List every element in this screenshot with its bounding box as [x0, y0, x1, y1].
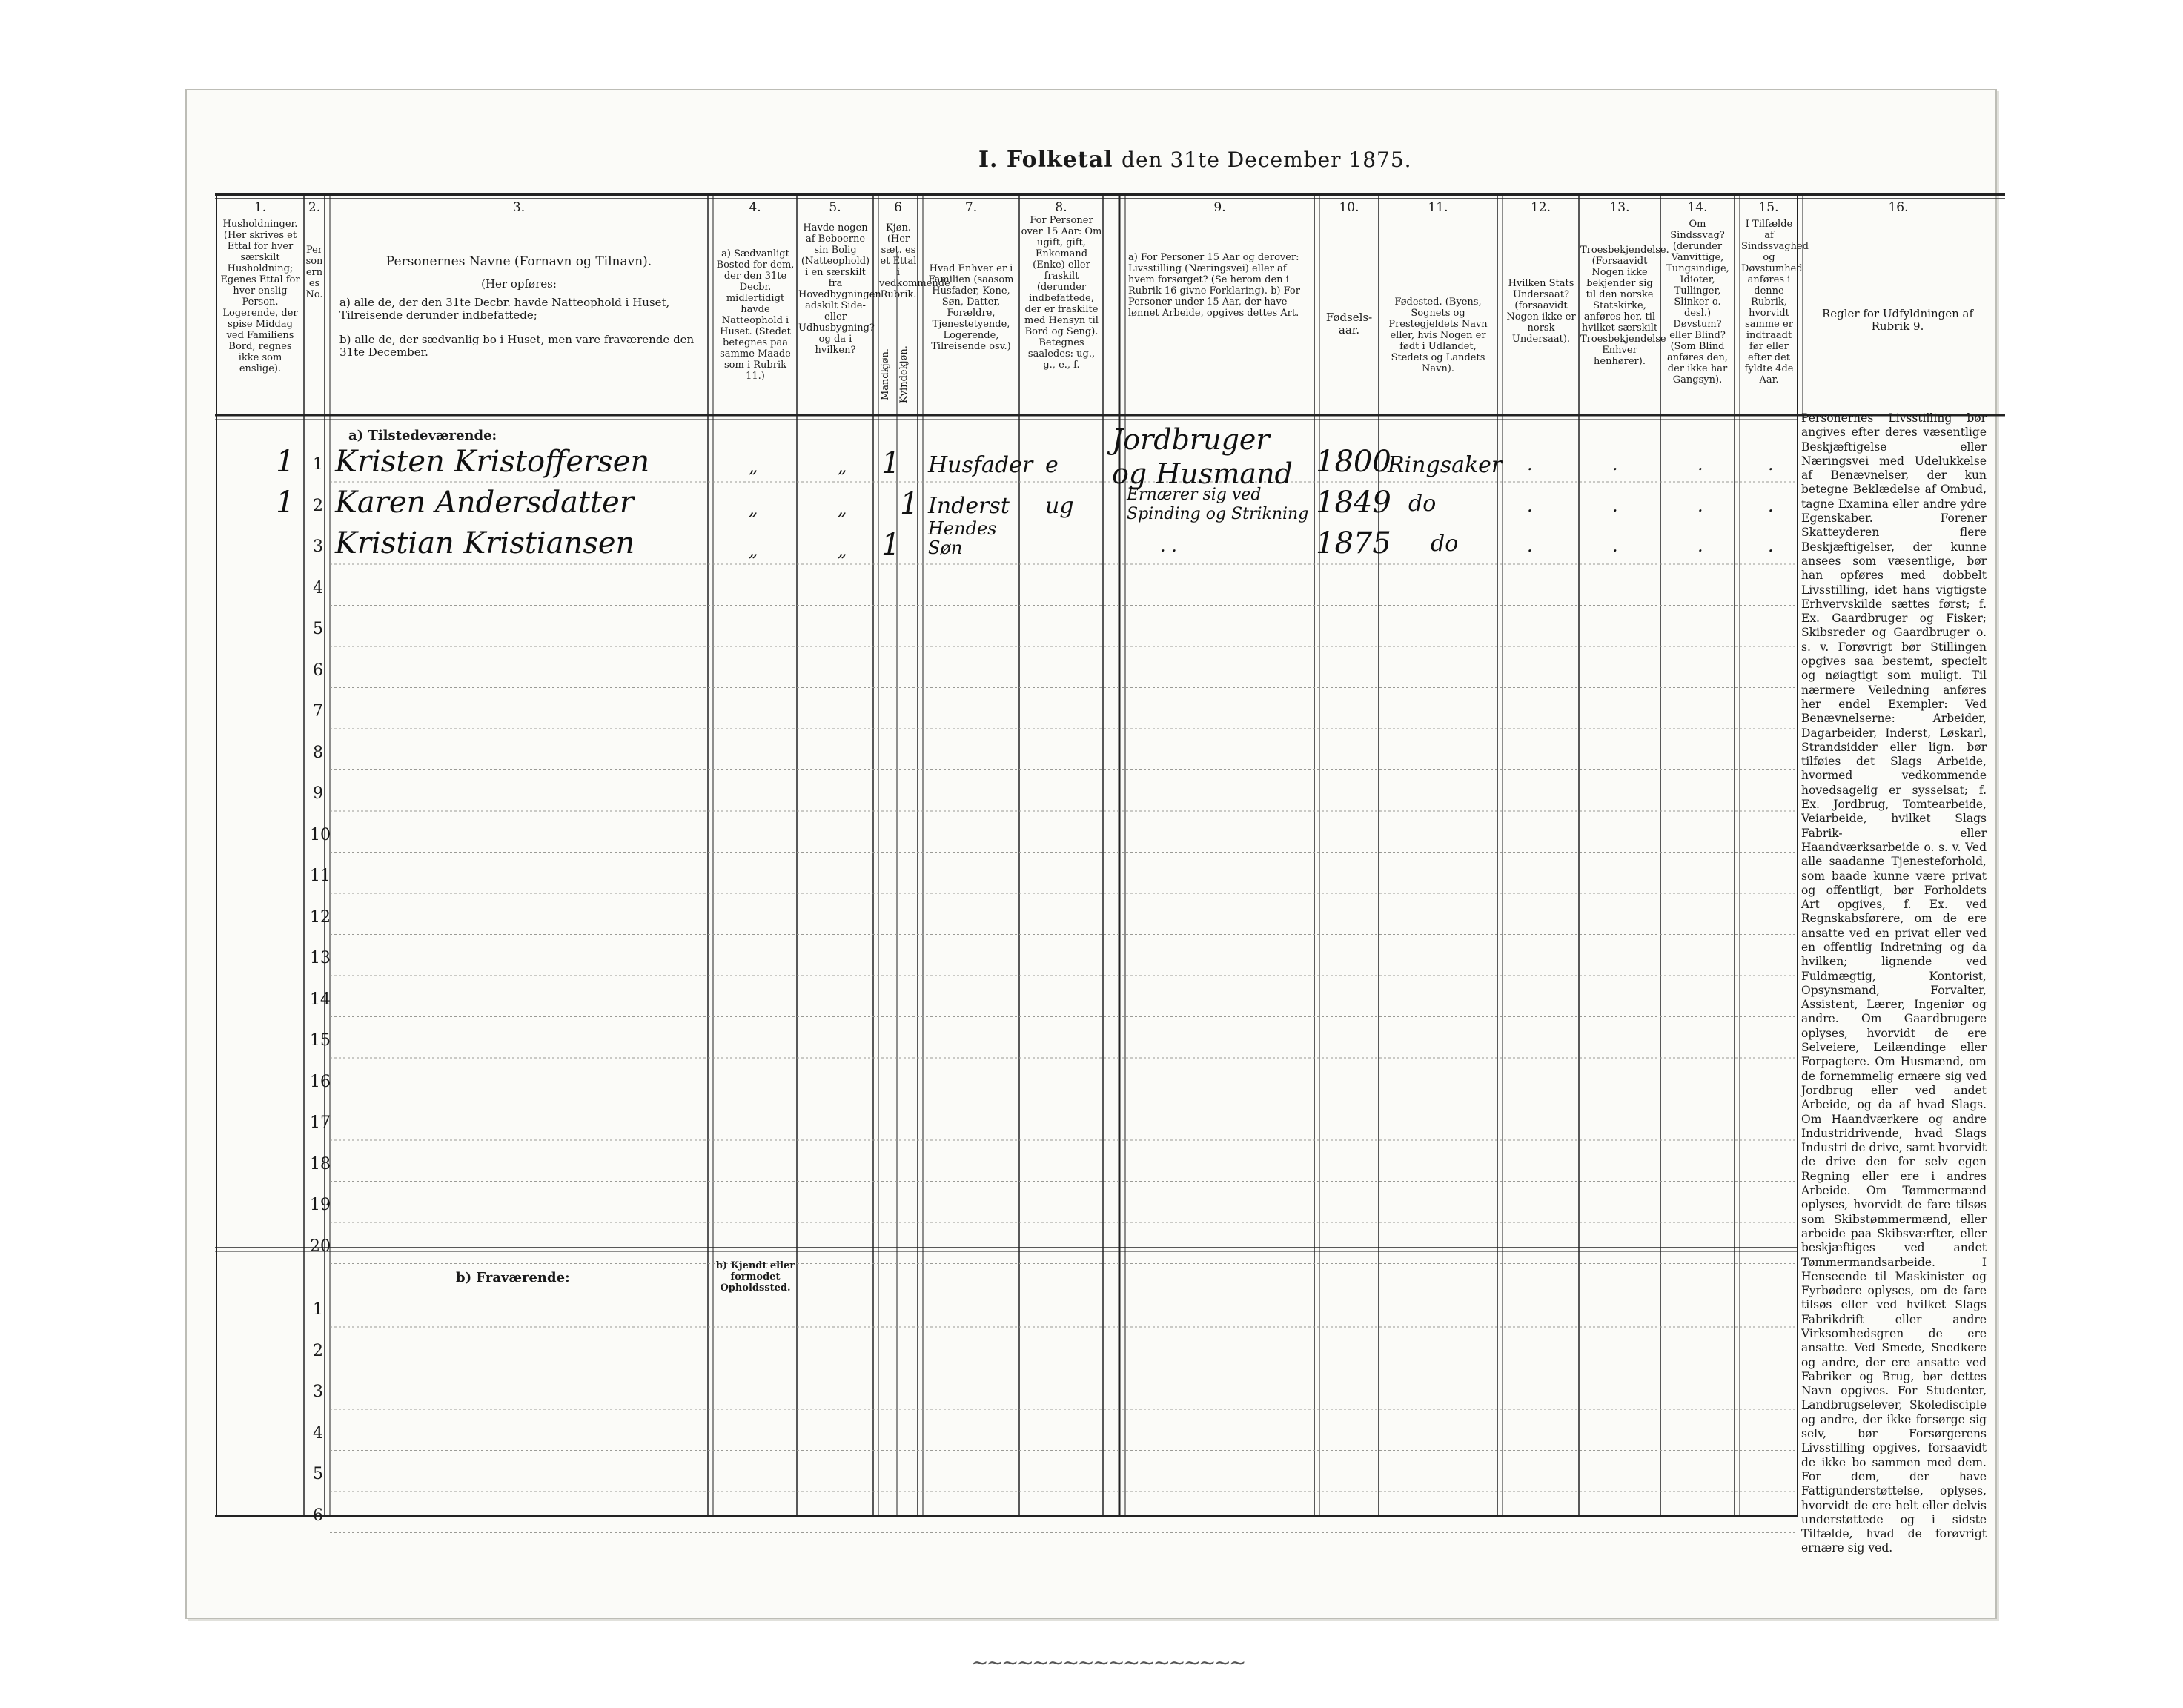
family-role: Husfader [928, 452, 1033, 478]
header-birthplace: Fødested. (Byens, Sognets og Prestegjeldets Navn eller, hvis Nogen er født i Udlandet, Stedets og Landets Navn). [1388, 297, 1488, 374]
citizenship: . [1527, 454, 1533, 474]
person-name: Kristian Kristiansen [335, 526, 635, 560]
outbuilding: „ [838, 498, 847, 519]
header-sex: Kjøn. (Her sæt. es et Ettal i vedkommende Rubrik. [879, 222, 950, 300]
row-number: 5 [313, 1465, 323, 1483]
disability-onset: . [1768, 454, 1774, 474]
row-number: 3 [313, 1383, 323, 1401]
row-number: 1 [313, 455, 323, 474]
row-number: 8 [313, 743, 323, 762]
colnum-3: 3. [512, 200, 526, 215]
row-number: 10 [310, 825, 331, 844]
outbuilding: „ [838, 456, 847, 477]
colnum-12: 12. [1530, 200, 1551, 215]
row-number: 11 [310, 867, 331, 885]
rules-text: Personernes Livsstilling bør angives efter deres væsentlige Beskjæftigelse eller Næringsvei med Udelukkelse af Benævnelser, der kun betegne Beklædelse af Ombud, tagne Examina eller andre ydre Egenskaber. Forener Skatteyderen flere Beskjæftigelser, der kunne ansees som væsentlige, bør han opføres med dobbelt Livsstilling, idet hans vigtigste Erhvervskilde sættes først; f. Ex. Gaardbruger og Fisker; Skibsreder og Gaardbruger o. s. v. Forøvrigt bør Stillingen opgives saa bestemt, specielt og nøiagtigt som muligt. Til nærmere Veiledning anføres her endel Exempler: Ved Benævnelserne: Arbeider, Dagarbeider, Inderst, Løskarl, Strandsidder eller lign. bør tilføies det Slags Arbeide, hvormed vedkommende hovedsagelig er sysselsat; f. Ex. Jordbrug, Tomtearbeide, Veiarbeide, hvilket Slags Fabrik- eller Haandværksarbeide o. s. v. Ved alle saadanne Tjenesteforhold, som baade kunne være privat og offentligt, bør Forholdets Art opgives, f. Ex. ved Regnskabsførere, om de ere ansatte ved en privat eller ved en offentlig Indretning og da hvilken; lignende ved Fuldmægtig, Kontorist, Opsynsmand, Forvalter, Assistent, Lærer, Ingeniør og andre. Om Gaardbrugere oplyses, hvorvidt de ere Selveiere, Leilændinge eller Forpagtere. Om Husmænd, om de fornemmelig ernære sig ved Jordbrug eller ved andet Arbeide, og da af hvad Slags. Om Haandværkere og andre Industridrivende, hvad Slags Industri de drive, samt hvorvidt de drive den for selv egen Regning eller ere i andres Arbeide. Om Tømmermænd oplyses, hvorvidt de fare tilsøs som Skibstømmermænd, eller arbeide paa Skibsværfter, eller beskjæftiges ved andet Tømmermandsarbeide. I Henseende til Maskinister og Fyrbødere oplyses, om de fare tilsøs eller ved hvilket Slags Fabrikdrift eller andre Virksomhedsgren de ere ansatte. Ved Smede, Snedkere og andre, der ere ansatte ved Fabriker og Brug, bør dettes Navn opgives. For Studenter, Landbrugselever, Skoledisciple og andre, der ikke forsørge sig selv, bør Forsørgerens Livsstilling opgives, forsaavidt de ikke bo sammen med dem. For dem, der have Fattigunderstøttelse, oplyses, hvorvidt de ere helt eller delvis understøttede og i sidste Tilfælde, hvad de forøvrigt ernære sig ved. [1801, 411, 1987, 1555]
row-number: 9 [313, 784, 323, 803]
colnum-16: 16. [1888, 200, 1909, 215]
occupation: Ernærer sig ved Spinding og Strikning [1127, 486, 1309, 523]
colnum-9: 9. [1213, 200, 1226, 215]
header-names-a: a) alle de, der den 31te Decbr. havde Natteophold i Huset, Tilreisende derunder indbefattede; [339, 296, 670, 322]
row-number: 2 [313, 496, 323, 515]
row-number: 14 [310, 990, 331, 1009]
colnum-1: 1. [254, 200, 267, 215]
header-households: Husholdninger. (Her skrives et Ettal for hver særskilt Husholdning; Egenes Ettal for hver enslig Person. Logerende, der spise Middag ved Familiens Bord, regnes ikke som enslige). [220, 219, 300, 374]
family-role: Inderst [928, 493, 1010, 519]
row-number: 6 [313, 661, 323, 680]
citizenship: . [1527, 535, 1533, 556]
birthplace: Ringsaker [1388, 452, 1503, 478]
row-number: 4 [313, 578, 323, 598]
header-occupation: a) For Personer 15 Aar og derover: Livsstilling (Næringsvei) eller af hvem forsørget? (Se herom den i Rubrik 16 givne Forklaring). b) For Personer under 15 Aar, der have lønnet Arbeide, opgives dettes Art. [1128, 252, 1300, 319]
disability: . [1697, 495, 1703, 516]
household-mark: 1 [276, 445, 295, 479]
citizenship: . [1527, 495, 1533, 516]
title-main: I. Folketal [978, 147, 1113, 173]
row-number: 17 [310, 1113, 331, 1132]
birth-year: 1849 [1316, 486, 1391, 520]
colnum-4: 4. [749, 200, 761, 215]
disability-onset: . [1768, 495, 1774, 516]
colnum-5: 5. [829, 200, 841, 215]
header-outbuilding: Havde nogen af Beboerne sin Bolig (Natteophold) i en særskilt fra Hovedbygningen adskilt Side- eller Udhusbygning? og da i hvilken? [798, 222, 881, 356]
religion: . [1612, 495, 1618, 516]
sex-female: 1 [900, 487, 919, 521]
header-names-sub: (Her opføres: [481, 277, 557, 291]
colnum-10: 10. [1339, 200, 1359, 215]
disability: . [1697, 535, 1703, 556]
outbuilding: „ [838, 540, 847, 560]
disability: . [1697, 454, 1703, 474]
colnum-15: 15. [1758, 200, 1779, 215]
row-number: 19 [310, 1196, 331, 1214]
row-number: 2 [313, 1341, 323, 1360]
birth-year: 1875 [1316, 526, 1391, 560]
header-person-no: Personernes No. [305, 245, 323, 300]
colnum-11: 11. [1428, 200, 1448, 215]
row-number: 7 [313, 702, 323, 721]
header-names-b: b) alle de, der sædvanlig bo i Huset, men vare fraværende den 31te December. [339, 333, 695, 359]
occupation: Jordbruger og Husmand [1112, 423, 1293, 490]
section-present: a) Tilstedeværende: [348, 428, 497, 443]
usual-residence: „ [749, 498, 758, 519]
row-number: 6 [313, 1506, 323, 1525]
usual-residence: „ [749, 540, 758, 560]
person-name: Kristen Kristoffersen [335, 445, 650, 479]
religion: . [1612, 454, 1618, 474]
marital-status: ug [1045, 493, 1074, 519]
row-number: 16 [310, 1072, 331, 1091]
usual-residence: „ [749, 456, 758, 477]
header-names-title: Personernes Navne (Fornavn og Tilnavn). [385, 254, 652, 269]
row-number: 20 [310, 1237, 331, 1256]
header-sex-female: Kvindekjøn. [898, 345, 910, 403]
sex-male: 1 [881, 446, 901, 480]
bottom-flourish: ∼∼∼∼∼∼∼∼∼∼∼∼∼∼∼∼∼∼ [971, 1650, 1245, 1675]
colnum-6: 6 [894, 200, 902, 215]
marital-status: e [1045, 452, 1059, 478]
row-number: 3 [313, 537, 323, 556]
row-number: 18 [310, 1154, 331, 1174]
row-number: 1 [313, 1300, 323, 1319]
religion: . [1612, 535, 1618, 556]
header-sex-male: Mandkjøn. [880, 348, 891, 400]
header-religion: Troesbekjendelse. (Forsaavidt Nogen ikke bekjender sig til den norske Statskirke, anføres her, til hvilket særskilt Troesbekjendelse Enhver henhører). [1580, 245, 1669, 367]
household-mark: 1 [276, 486, 295, 520]
header-marital: For Personer over 15 Aar: Om ugift, gift, Enkemand (Enke) eller fraskilt (derunder indbefattede, der er fraskilte med Hensyn til Bord og Seng). Betegnes saaledes: ug., g., e., f. [1021, 215, 1102, 371]
header-disability: Om Sindssvag? (derunder Vanvittige, Tungsindige, Idioter, Tullinger, Slinker o. desl.) Døvstum? eller Blind? (Som Blind anføres den, der ikke har Gangsyn). [1666, 219, 1729, 385]
row-number: 4 [313, 1423, 323, 1443]
row-number: 12 [310, 907, 331, 927]
header-disability-onset: I Tilfælde af Sindssvaghed og Døvstumhed anføres i denne Rubrik, hvorvidt samme er indtraadt før eller efter det fyldte 4de Aar. [1741, 219, 1809, 385]
header-citizenship: Hvilken Stats Undersaat? (forsaavidt Nogen ikke er norsk Undersaat). [1506, 278, 1576, 345]
person-name: Karen Andersdatter [335, 486, 634, 520]
header-rules: Regler for Udfyldningen af Rubrik 9. [1821, 307, 1974, 333]
birth-year: 1800 [1316, 445, 1391, 479]
colnum-13: 13. [1609, 200, 1630, 215]
birthplace: do [1431, 531, 1459, 557]
row-number: 5 [313, 620, 323, 638]
colnum-14: 14. [1687, 200, 1708, 215]
row-number: 15 [310, 1031, 331, 1050]
section-absent: b) Fraværende: [456, 1270, 570, 1285]
disability-onset: . [1768, 535, 1774, 556]
header-usual-residence: a) Sædvanligt Bosted for dem, der den 31te Decbr. midlertidigt havde Natteophold i Huset. (Stedet betegnes paa samme Maade som i Rubrik 11.) [716, 248, 795, 382]
sex-male: 1 [881, 528, 901, 562]
header-family-role: Hvad Enhver er i Familien (saasom Husfader, Kone, Søn, Datter, Forældre, Tjenestetyende, Logerende, Tilreisende osv.) [928, 263, 1014, 352]
colnum-2: 2. [308, 200, 321, 215]
colnum-7: 7. [964, 200, 978, 215]
birthplace: do [1408, 491, 1437, 517]
title-date: den 31te December 1875. [1122, 148, 1412, 172]
occupation: . . [1160, 535, 1177, 556]
family-role: Hendes Søn [928, 518, 997, 558]
header-birth-year: Fødsels-aar. [1325, 311, 1373, 337]
colnum-8: 8. [1055, 200, 1067, 215]
absent-location-header: b) Kjendt eller formodet Opholdssted. [715, 1260, 795, 1294]
row-number: 13 [310, 949, 331, 967]
